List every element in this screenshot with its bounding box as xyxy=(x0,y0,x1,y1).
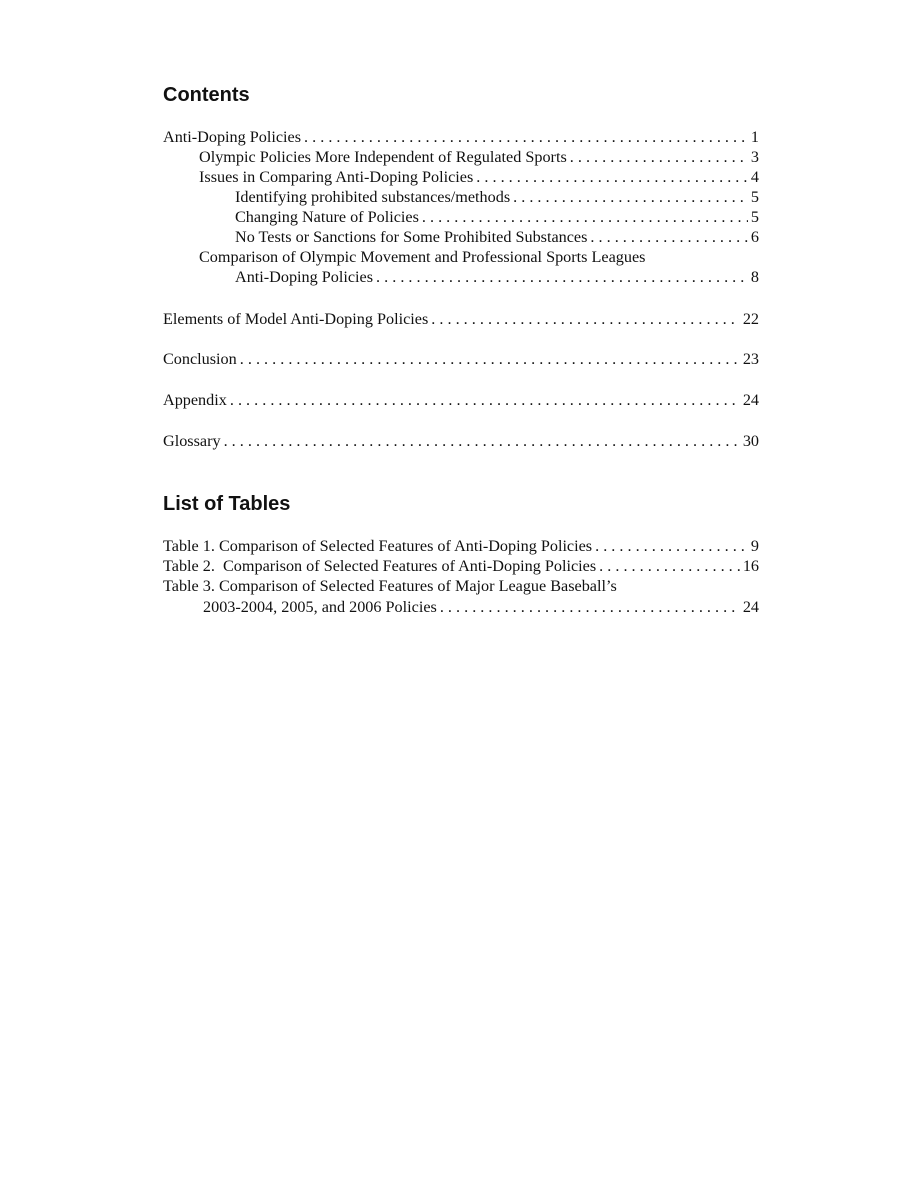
dot-leader xyxy=(431,309,740,329)
dot-leader xyxy=(422,207,748,227)
toc-entry-page: 6 xyxy=(750,228,759,246)
table-entry-1[interactable] xyxy=(163,536,759,556)
table-entry-3-line2[interactable] xyxy=(203,597,759,617)
toc-entry-page: 1 xyxy=(750,128,759,146)
toc-entry-issues-comparing[interactable] xyxy=(199,167,759,187)
dot-leader xyxy=(304,127,748,147)
toc-entry-page: 5 xyxy=(750,188,759,206)
toc-entry-title: Glossary xyxy=(163,432,221,450)
dot-leader xyxy=(230,390,740,410)
toc-entry-title: Issues in Comparing Anti-Doping Policies xyxy=(199,168,474,186)
toc-entry-page: 22 xyxy=(742,310,759,328)
toc-entry-page: 30 xyxy=(742,432,759,450)
toc-entry-page: 3 xyxy=(750,148,759,166)
toc-entry-page: 8 xyxy=(750,268,759,286)
list-of-tables-heading: List of Tables xyxy=(163,493,291,515)
table-entry-2[interactable] xyxy=(163,556,759,576)
toc-entry-comparison-line2[interactable] xyxy=(235,267,759,287)
toc-entry-anti-doping-policies[interactable] xyxy=(163,127,759,147)
dot-leader xyxy=(240,349,740,369)
dot-leader xyxy=(570,147,748,167)
toc-entry-appendix[interactable] xyxy=(163,390,759,410)
dot-leader xyxy=(590,227,747,247)
toc-entry-conclusion[interactable] xyxy=(163,349,759,369)
dot-leader xyxy=(599,556,740,576)
toc-entry-elements-model[interactable] xyxy=(163,309,759,329)
toc-entry-olympic-policies[interactable] xyxy=(199,147,759,167)
toc-entry-changing-nature[interactable] xyxy=(235,207,759,227)
table-entry-title: Table 2. Comparison of Selected Features of Anti-Doping Policies xyxy=(163,557,597,575)
toc-entry-identifying-prohibited[interactable] xyxy=(235,187,759,207)
table-entry-title: 2003-2004, 2005, and 2006 Policies xyxy=(203,598,437,616)
table-entry-page: 24 xyxy=(742,598,759,616)
toc-entry-title: Appendix xyxy=(163,391,227,409)
dot-leader xyxy=(595,536,748,556)
dot-leader xyxy=(376,267,748,287)
toc-entry-page: 24 xyxy=(742,391,759,409)
toc-entry-comparison-line1[interactable]: Comparison of Olympic Movement and Professional Sports Leagues xyxy=(199,248,646,266)
toc-entry-page: 23 xyxy=(742,350,759,368)
dot-leader xyxy=(513,187,748,207)
toc-entry-page: 5 xyxy=(750,208,759,226)
toc-entry-title: Changing Nature of Policies xyxy=(235,208,419,226)
table-entry-title: Table 1. Comparison of Selected Features of Anti-Doping Policies xyxy=(163,537,593,555)
toc-entry-title: Olympic Policies More Independent of Regulated Sports xyxy=(199,148,567,166)
toc-entry-glossary[interactable] xyxy=(163,431,759,451)
toc-entry-title: Identifying prohibited substances/methods xyxy=(235,188,511,206)
dot-leader xyxy=(476,167,748,187)
toc-entry-title: Elements of Model Anti-Doping Policies xyxy=(163,310,429,328)
toc-entry-title: Anti-Doping Policies xyxy=(163,128,302,146)
toc-entry-title: No Tests or Sanctions for Some Prohibited Substances xyxy=(235,228,588,246)
toc-entry-title: Conclusion xyxy=(163,350,237,368)
toc-entry-page: 4 xyxy=(750,168,759,186)
dot-leader xyxy=(440,597,740,617)
toc-entry-title: Anti-Doping Policies xyxy=(235,268,374,286)
table-entry-page: 9 xyxy=(750,537,759,555)
toc-entry-no-tests[interactable] xyxy=(235,227,759,247)
dot-leader xyxy=(224,431,740,451)
table-entry-3-line1[interactable]: Table 3. Comparison of Selected Features of Major League Baseball’s xyxy=(163,577,617,595)
table-entry-page: 16 xyxy=(742,557,759,575)
contents-heading: Contents xyxy=(163,84,250,106)
